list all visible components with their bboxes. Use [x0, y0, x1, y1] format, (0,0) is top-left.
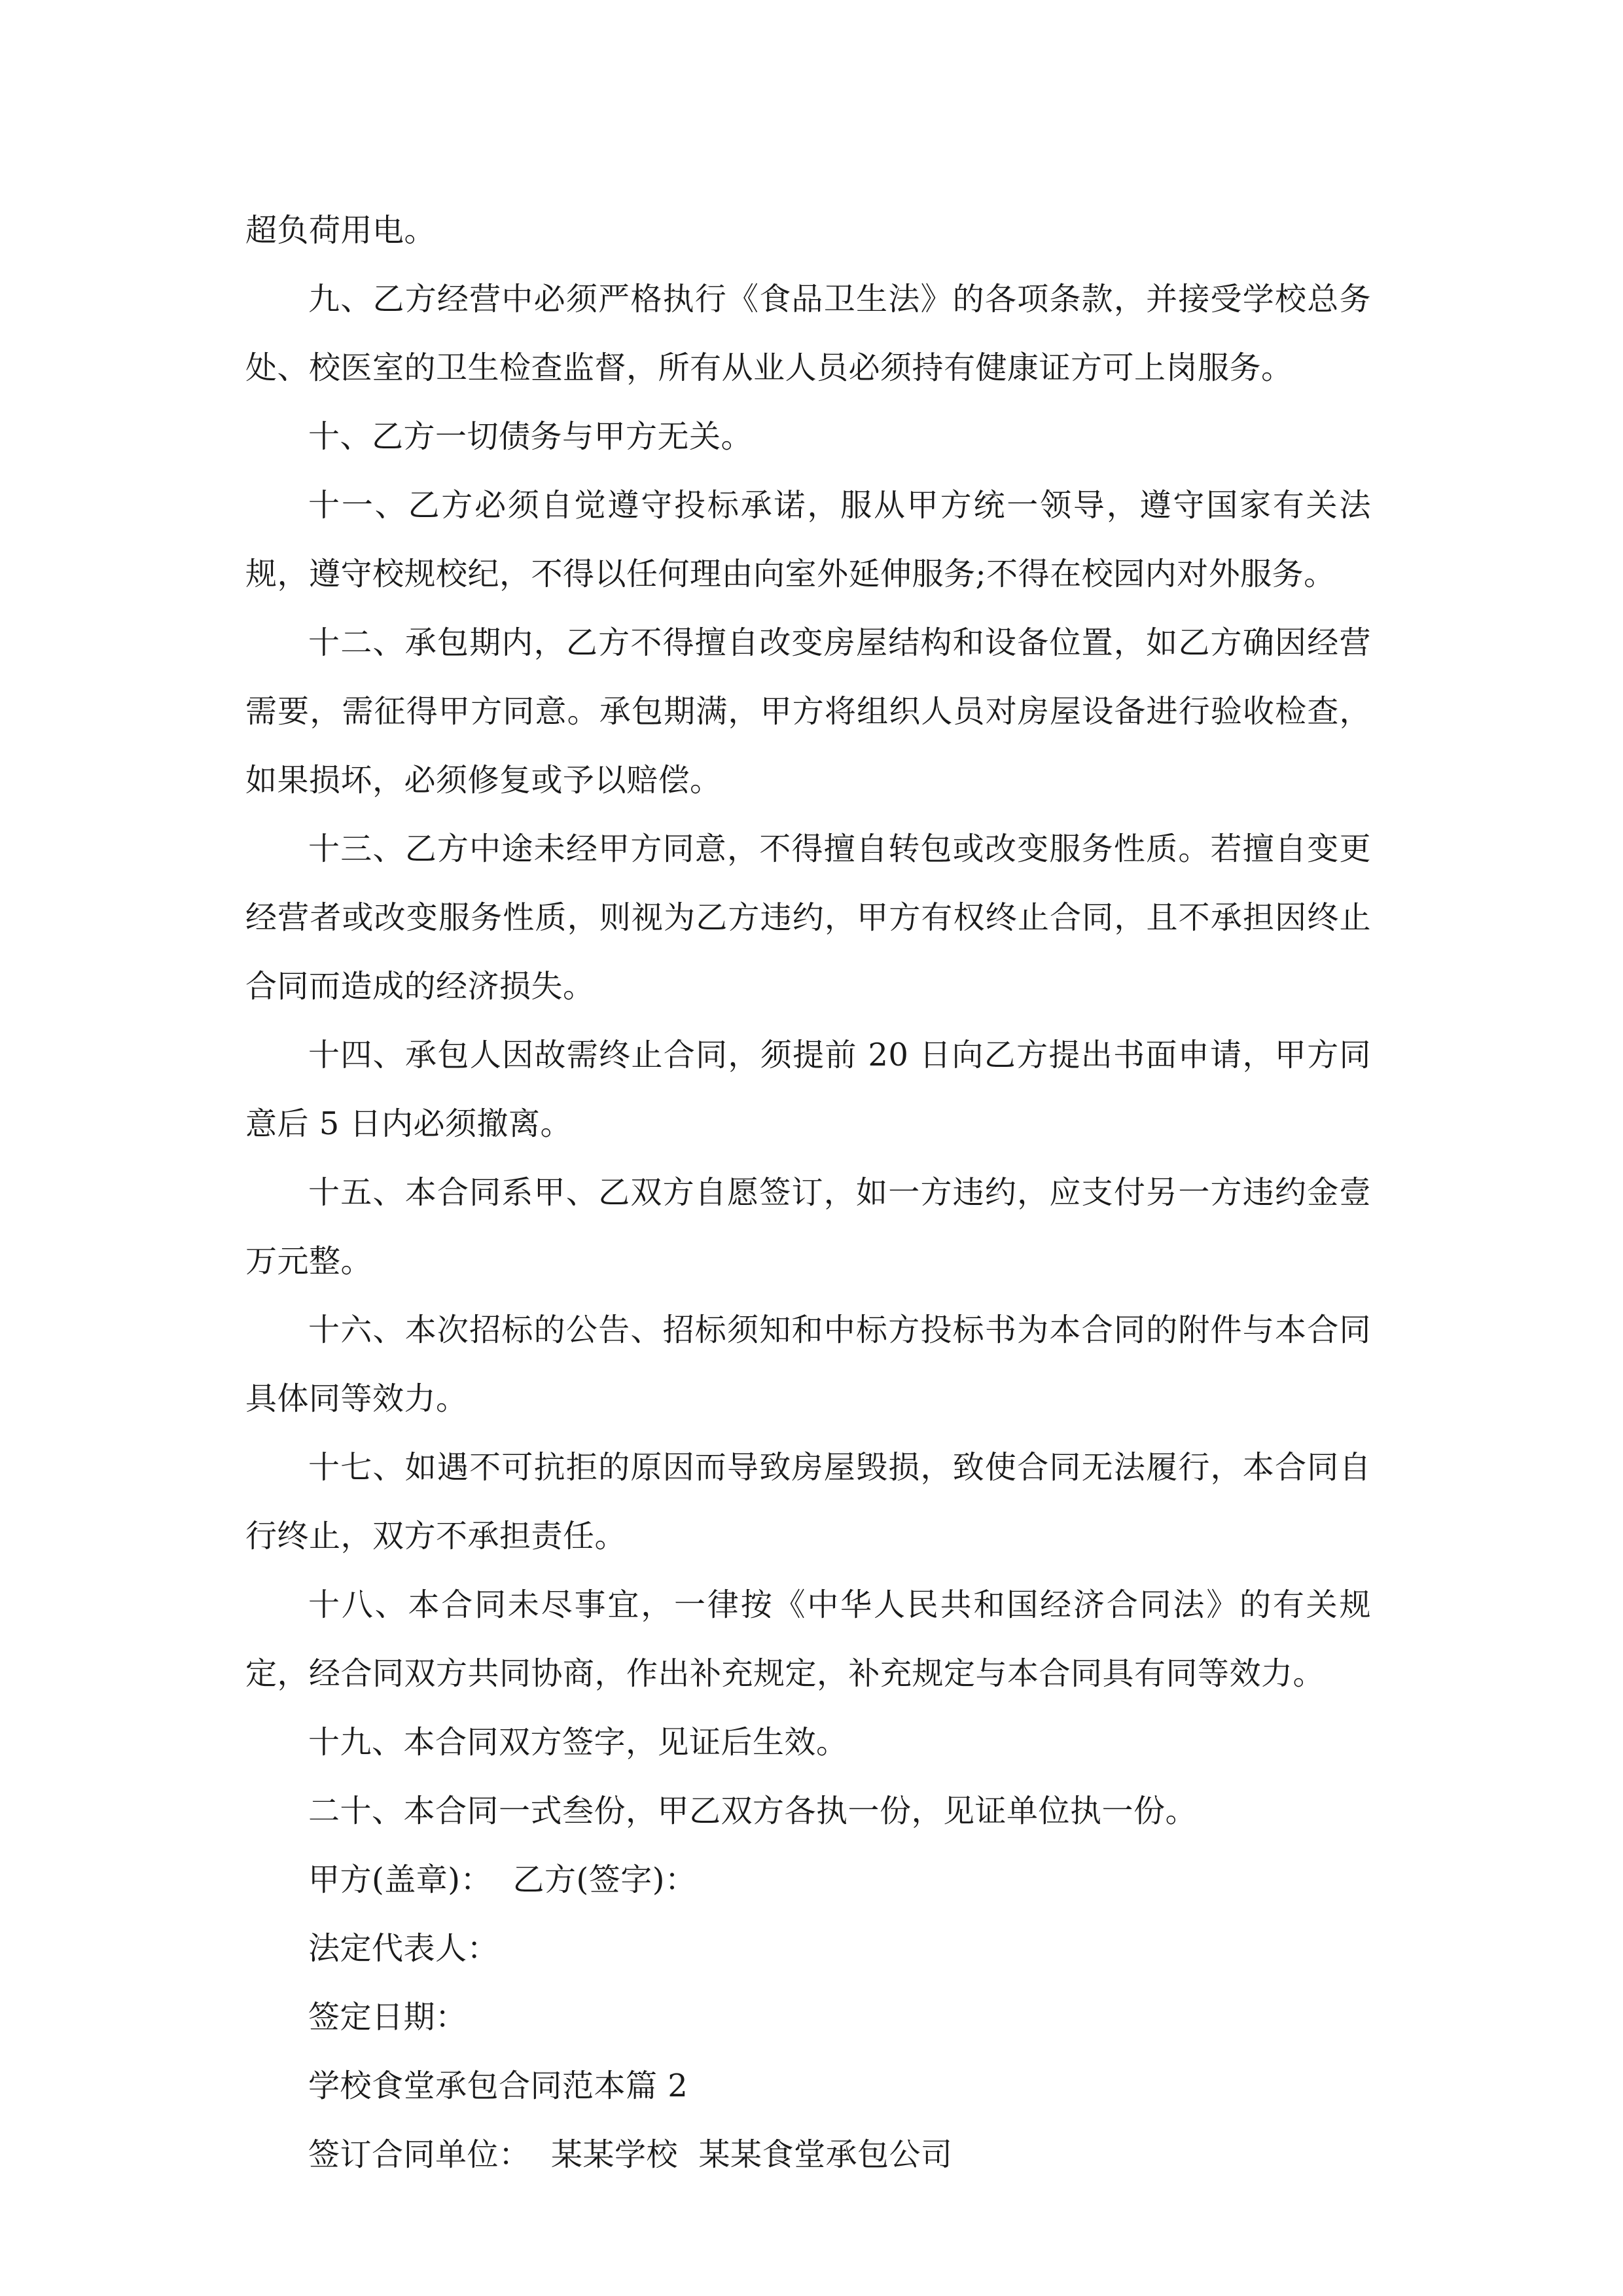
clause-18: 十八、本合同未尽事宜，一律按《中华人民共和国经济合同法》的有关规定，经合同双方共同协商，作出补充规定，补充规定与本合同具有同等效力。 — [245, 1587, 1371, 1692]
clause-15: 十五、本合同系甲、乙双方自愿签订，如一方违约，应支付另一方违约金壹万元整。 — [245, 1174, 1371, 1280]
section-title: 学校食堂承包合同范本篇 2 — [308, 2068, 688, 2104]
signing-date-line: 签定日期： — [308, 1999, 467, 2036]
clause-10: 十、乙方一切债务与甲方无关。 — [308, 418, 753, 455]
paragraph-continuation: 超负荷用电。 — [245, 212, 437, 249]
clause-17: 十七、如遇不可抗拒的原因而导致房屋毁损，致使合同无法履行，本合同自行终止，双方不承担责任。 — [245, 1449, 1371, 1554]
clause-13: 十三、乙方中途未经甲方同意，不得擅自转包或改变服务性质。若擅自变更经营者或改变服务性质，则视为乙方违约，甲方有权终止合同，且不承担因终止合同而造成的经济损失。 — [245, 831, 1371, 1005]
document-body — [245, 196, 1371, 2189]
contracting-parties-line: 签订合同单位： 某某学校 某某食堂承包公司 — [308, 2136, 953, 2173]
clause-12: 十二、承包期内，乙方不得擅自改变房屋结构和设备位置，如乙方确因经营需要，需征得甲方同意。承包期满，甲方将组织人员对房屋设备进行验收检查，如果损坏，必须修复或予以赔偿。 — [245, 624, 1371, 798]
clause-11: 十一、乙方必须自觉遵守投标承诺，服从甲方统一领导，遵守国家有关法规，遵守校规校纪，不得以任何理由向室外延伸服务;不得在校园内对外服务。 — [245, 487, 1371, 592]
clause-20: 二十、本合同一式叁份，甲乙双方各执一份，见证单位执一份。 — [308, 1793, 1198, 1829]
clause-19: 十九、本合同双方签字，见证后生效。 — [308, 1724, 848, 1761]
legal-representative-line: 法定代表人： — [308, 1930, 499, 1967]
clause-16: 十六、本次招标的公告、招标须知和中标方投标书为本合同的附件与本合同具体同等效力。 — [245, 1312, 1371, 1417]
clause-9: 九、乙方经营中必须严格执行《食品卫生法》的各项条款，并接受学校总务处、校医室的卫生检查监督，所有从业人员必须持有健康证方可上岗服务。 — [245, 281, 1371, 386]
clause-14: 十四、承包人因故需终止合同，须提前 20 日向乙方提出书面申请，甲方同意后 5 日内必须撤离。 — [245, 1037, 1371, 1142]
signature-parties-line: 甲方(盖章)： 乙方(签字)： — [308, 1861, 697, 1898]
